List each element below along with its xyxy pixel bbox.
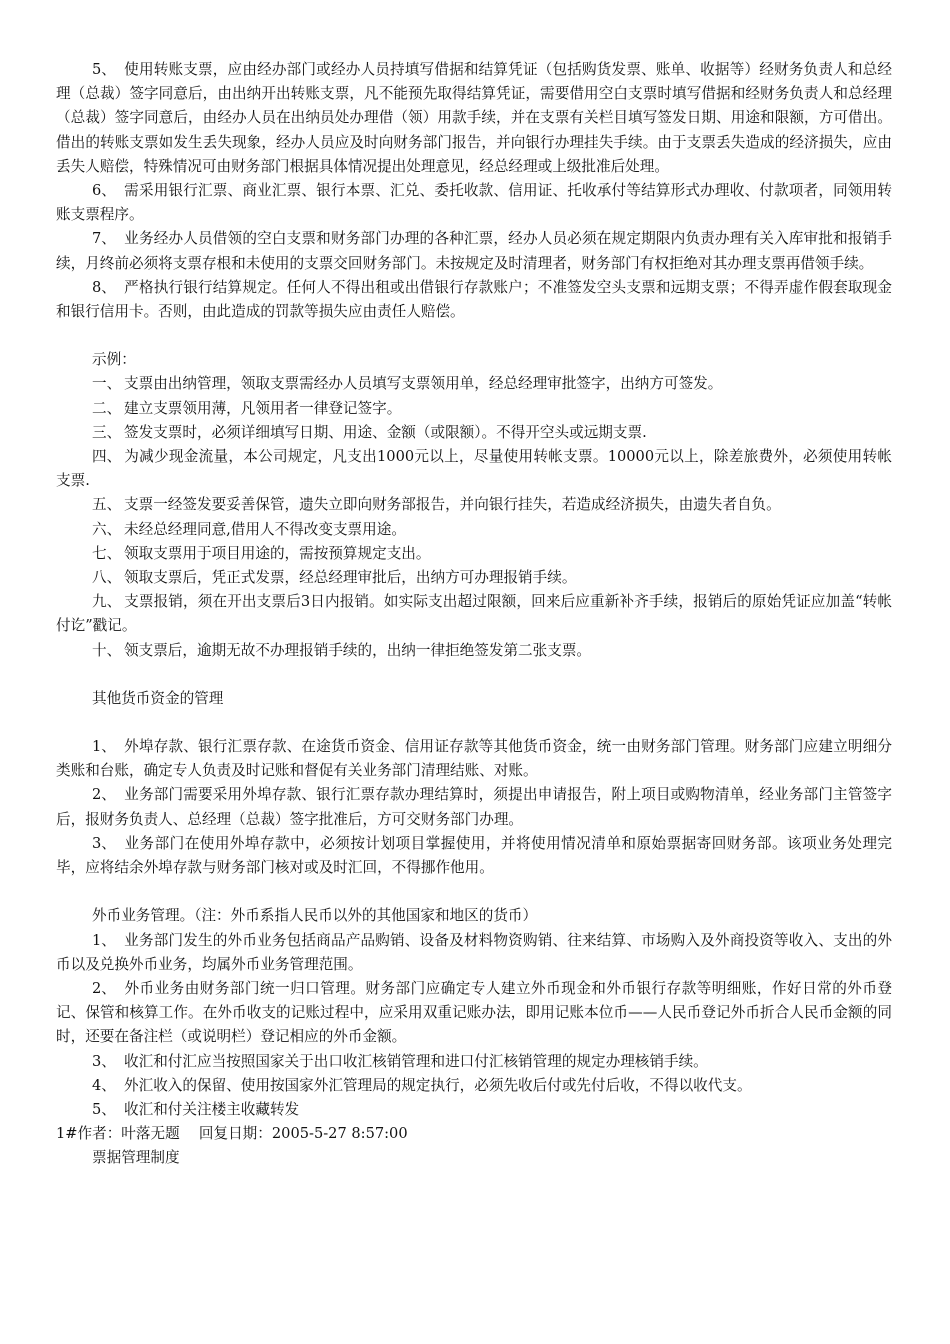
document-page: [56, 58, 892, 1171]
item-number: 一、: [92, 375, 122, 393]
other-funds-heading: 其他货币资金的管理: [92, 689, 224, 707]
fx-item-5: [56, 1098, 892, 1122]
item-number: 2、: [92, 786, 116, 804]
item-number: 二、: [92, 399, 122, 417]
example-item-2: [56, 397, 892, 421]
item-number: 十、: [92, 641, 122, 659]
item-text: 支票由出纳管理，领取支票需经办人员填写支票领用单，经总经理审批签字，出纳方可签发。: [124, 375, 723, 393]
item-number: 八、: [92, 569, 122, 587]
item-number: 1、: [92, 931, 116, 949]
item-text: 支票报销，须在开出支票后3日内报销。如实际支出超过限额，回来后应重新补齐手续，报销后的原始凭证应加盖“转帐付讫”戳记。: [56, 593, 892, 635]
final-heading: 票据管理制度: [92, 1149, 180, 1167]
other-item-1: [56, 735, 892, 783]
item-text: 为减少现金流量，本公司规定，凡支出1000元以上，尽量使用转帐支票。10000元以上，除差旅费外，必须使用转帐支票.: [56, 448, 892, 490]
item-text: 签发支票时，必须详细填写日期、用途、金额（或限额）。不得开空头或远期支票.: [124, 423, 647, 441]
item-number: 三、: [92, 423, 122, 441]
paragraph-7: [56, 227, 892, 275]
fx-item-1: [56, 929, 892, 977]
item-text: 外币业务由财务部门统一归口管理。财务部门应确定专人建立外币现金和外币银行存款等明细账，作好日常的外币登记、保管和核算工作。在外币收支的记账过程中，应采用双重记账办法，即用记账本位币——人民币登记外币折合人民币金额的同时，还要在备注栏（或说明栏）登记相应的外币金额。: [56, 979, 892, 1046]
spacer: [56, 324, 892, 348]
item-text: 领取支票用于项目用途的，需按预算规定支出。: [124, 544, 431, 562]
example-item-4: [56, 445, 892, 493]
item-number: 6、: [92, 182, 116, 200]
paragraph-6: [56, 179, 892, 227]
item-number: 九、: [92, 593, 122, 611]
item-number: 8、: [92, 278, 116, 296]
item-number: 六、: [92, 520, 122, 538]
item-text: 业务部门在使用外埠存款中，必须按计划项目掌握使用，并将使用情况清单和原始票据寄回财务部。该项业务处理完毕，应将结余外埠存款与财务部门核对或及时汇回，不得挪作他用。: [56, 834, 892, 877]
item-text: 建立支票领用薄，凡领用者一律登记签字。: [124, 399, 402, 417]
example-item-6: [56, 518, 892, 542]
reply-author-line: 1#作者：叶落无题 回复日期：2005-5-27 8:57:00: [56, 1125, 408, 1143]
item-text: 需采用银行汇票、商业汇票、银行本票、汇兑、委托收款、信用证、托收承付等结算形式办理收、付款项者，同领用转账支票程序。: [56, 182, 892, 224]
fx-item-3: [56, 1050, 892, 1074]
item-number: 4、: [92, 1076, 116, 1094]
example-heading: 示例：: [92, 351, 136, 369]
item-text: 业务部门发生的外币业务包括商品产品购销、设备及材料物资购销、往来结算、市场购入及外商投资等收入、支出的外币以及兑换外币业务，均属外币业务管理范围。: [56, 931, 892, 973]
example-item-7: [56, 542, 892, 566]
spacer: [56, 663, 892, 687]
section-other-funds: [56, 687, 892, 880]
spacer: [56, 880, 892, 904]
example-item-10: [56, 639, 892, 663]
item-number: 七、: [92, 544, 122, 562]
item-number: 1、: [92, 738, 116, 756]
paragraph-8: [56, 276, 892, 324]
section-examples: [56, 348, 892, 663]
item-number: 5、: [92, 1100, 116, 1118]
spacer: [56, 711, 892, 735]
item-number: 2、: [92, 979, 116, 997]
other-item-3: [56, 832, 892, 880]
item-text: 业务部门需要采用外埠存款、银行汇票存款办理结算时，须提出申请报告，附上项目或购物清单，经业务部门主管签字后，报财务负责人、总经理（总裁）签字批准后，方可交财务部门办理。: [56, 786, 892, 828]
other-item-2: [56, 783, 892, 831]
example-item-9: [56, 590, 892, 638]
section-checks: [56, 58, 892, 324]
paragraph-5: [56, 58, 892, 179]
fx-item-2: [56, 977, 892, 1050]
item-number: 3、: [92, 834, 116, 852]
item-number: 四、: [92, 448, 122, 466]
example-item-8: [56, 566, 892, 590]
example-item-1: [56, 372, 892, 396]
item-text: 严格执行银行结算规定。任何人不得出租或出借银行存款账户；不准签发空头支票和远期支票；不得弄虚作假套取现金和银行信用卡。否则，由此造成的罚款等损失应由责任人赔偿。: [56, 278, 892, 321]
fx-item-4: [56, 1074, 892, 1098]
item-text: 使用转账支票，应由经办部门或经办人员持填写借据和结算凭证（包括购货发票、账单、收据等）经财务负责人和总经理（总裁）签字同意后，由出纳开出转账支票，凡不能预先取得结算凭证，需要借用空白支票时填写借据和经财务负责人和总经理（总裁）签字同意后，由经办人员在出纳员处办理借（领）用款手续，并在支票有关栏目填写签发日期、用途和限额，方可借出。借出的转账支票如发生丢失现象，经办人员应及时向财务部门报告，并向银行办理挂失手续。由于支票丢失造成的经济损失，应由丢失人赔偿，特殊情况可由财务部门根据具体情况提出处理意见，经总经理或上级批准后处理。: [56, 61, 892, 175]
item-number: 5、: [92, 61, 116, 78]
item-text: 领取支票后，凭正式发票，经总经理审批后，出纳方可办理报销手续。: [124, 569, 577, 587]
item-text: 收汇和付汇应当按照国家关于出口收汇核销管理和进口付汇核销管理的规定办理核销手续。: [124, 1052, 708, 1070]
item-number: 3、: [92, 1052, 116, 1070]
item-text: 支票一经签发要妥善保管，遗失立即向财务部报告，并向银行挂失，若造成经济损失，由遗失者自负。: [124, 496, 781, 514]
item-text: 外汇收入的保留、使用按国家外汇管理局的规定执行，必须先收后付或先付后收，不得以收代支。: [124, 1076, 752, 1094]
item-number: 五、: [92, 496, 122, 514]
item-text: 外埠存款、银行汇票存款、在途货币资金、信用证存款等其他货币资金，统一由财务部门管理。财务部门应建立明细分类账和台账，确定专人负责及时记账和督促有关业务部门清理结账、对账。: [56, 738, 892, 780]
example-item-5: [56, 493, 892, 517]
item-text: 收汇和付关注楼主收藏转发: [124, 1100, 300, 1118]
foreign-currency-heading: 外币业务管理。（注：外币系指人民币以外的其他国家和地区的货币）: [92, 907, 538, 925]
item-text: 领支票后，逾期无故不办理报销手续的，出纳一律拒绝签发第二张支票。: [124, 641, 592, 659]
item-text: 未经总经理同意,借用人不得改变支票用途。: [124, 520, 406, 538]
example-item-3: [56, 421, 892, 445]
item-number: 7、: [92, 230, 116, 248]
section-foreign-currency: [56, 904, 892, 1122]
item-text: 业务经办人员借领的空白支票和财务部门办理的各种汇票，经办人员必须在规定期限内负责办理有关入库审批和报销手续，月终前必须将支票存根和未使用的支票交回财务部门。未按规定及时清理者，财务部门有权拒绝对其办理支票再借领手续。: [56, 230, 892, 272]
